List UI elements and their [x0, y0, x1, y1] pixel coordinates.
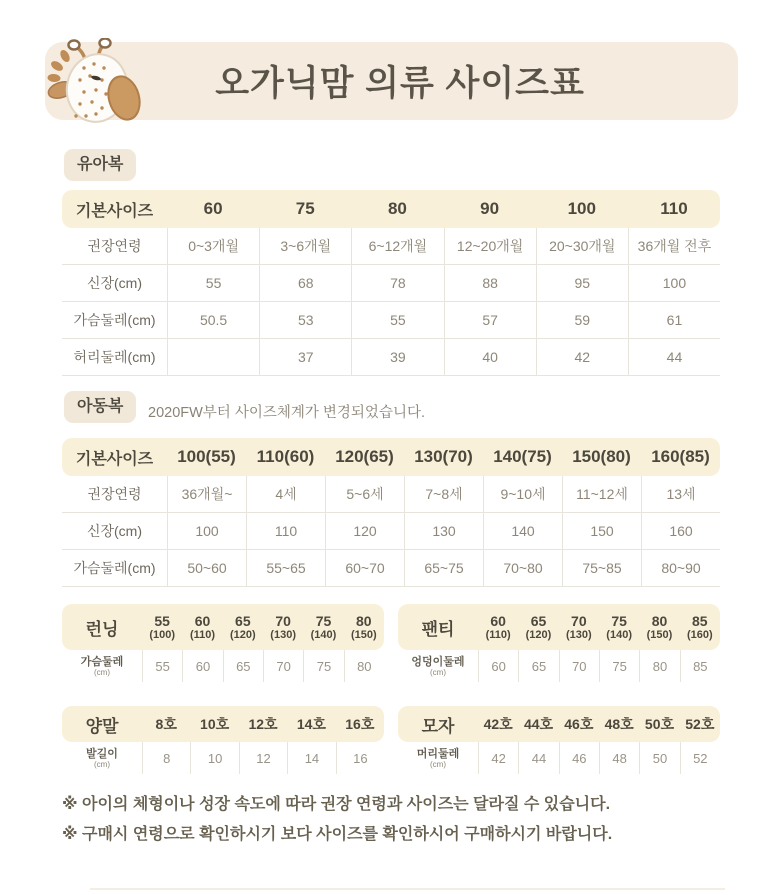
table-row	[62, 302, 720, 339]
header-cell: 60	[203, 199, 223, 218]
header-cell	[559, 614, 599, 641]
table-cell: 65	[518, 650, 558, 682]
header-cell	[182, 614, 222, 641]
row-label: 가슴둘레(cm)	[73, 312, 156, 328]
header-cell: 14호	[296, 716, 326, 732]
table-cell: 130	[404, 513, 483, 549]
table-cell: 20~30개월	[536, 228, 628, 264]
table-cell: 75~85	[562, 550, 641, 586]
table-row	[62, 650, 384, 682]
table-cell: 12~20개월	[444, 228, 536, 264]
size-ref: (110)	[485, 628, 511, 641]
header-cell	[639, 614, 679, 641]
table-row	[62, 742, 384, 774]
table-cell: 70	[263, 650, 303, 682]
table-row	[62, 513, 720, 550]
row-label	[62, 650, 142, 682]
table-cell: 68	[259, 265, 351, 301]
table-cell: 16	[336, 742, 384, 774]
header-cell: 8호	[155, 716, 177, 732]
table-cell: 36개월 전후	[628, 228, 720, 264]
header-cell: 기본사이즈	[75, 450, 154, 468]
row-label-text: 머리둘레	[416, 747, 460, 760]
header-cell	[680, 614, 720, 641]
table-header-row	[398, 706, 720, 742]
child-size-note: 2020FW부터 사이즈체계가 변경되었습니다.	[148, 405, 425, 421]
header-cell: 100	[567, 199, 596, 218]
table-cell: 14	[287, 742, 335, 774]
table-cell: 42	[478, 742, 518, 774]
section-badge-child: 아동복	[64, 391, 136, 423]
child-size-table	[62, 438, 720, 587]
table-cell: 7~8세	[404, 476, 483, 512]
table-row	[62, 550, 720, 587]
table-cell: 11~12세	[562, 476, 641, 512]
table-cell: 60~70	[325, 550, 404, 586]
table-cell: 120	[325, 513, 404, 549]
header-cell: 75	[295, 199, 315, 218]
page-title: 오가닉맘 의류 사이즈표	[215, 64, 585, 103]
row-label-unit: (cm)	[94, 759, 110, 769]
table-header-row	[62, 190, 720, 228]
size-ref: (150)	[646, 628, 673, 641]
table-cell: 55	[142, 650, 182, 682]
size-value: 80	[356, 612, 372, 629]
header-cell: 50호	[644, 716, 675, 732]
table-header-row	[62, 604, 384, 650]
section-badge-infant: 유아복	[64, 149, 136, 181]
table-cell: 160	[641, 513, 720, 549]
size-ref: (100)	[149, 628, 175, 641]
row-label: 신장(cm)	[86, 275, 143, 291]
row-label: 권장연령	[87, 486, 142, 502]
table-row	[62, 339, 720, 376]
table-cell: 36개월~	[167, 476, 246, 512]
size-ref: (150)	[350, 628, 377, 641]
table-cell: 150	[562, 513, 641, 549]
table-cell: 40	[444, 339, 536, 375]
table-cell: 110	[246, 513, 325, 549]
table-cell: 80~90	[641, 550, 720, 586]
table-cell: 70~80	[483, 550, 562, 586]
header-cell: 런닝	[85, 619, 119, 639]
row-label: 신장(cm)	[86, 523, 143, 539]
header-cell: 16호	[345, 716, 375, 732]
table-row	[62, 476, 720, 513]
table-cell: 42	[536, 339, 628, 375]
header-cell	[142, 614, 182, 641]
row-label-unit: (cm)	[430, 667, 446, 677]
table-row	[398, 742, 720, 774]
table-header-row	[398, 604, 720, 650]
header-cell: 110(60)	[256, 447, 315, 466]
header-cell: 90	[480, 199, 500, 218]
size-ref: (140)	[606, 628, 632, 641]
table-cell: 78	[351, 265, 443, 301]
size-value: 70	[275, 612, 291, 629]
section-divider	[90, 888, 725, 890]
table-cell: 100	[167, 513, 246, 549]
table-cell: 59	[536, 302, 628, 338]
size-value: 85	[692, 612, 708, 629]
table-cell: 57	[444, 302, 536, 338]
table-cell: 50	[639, 742, 679, 774]
table-cell: 55	[351, 302, 443, 338]
table-cell: 44	[628, 339, 720, 375]
table-cell: 140	[483, 513, 562, 549]
header-cell: 기본사이즈	[75, 202, 154, 220]
row-label: 허리둘레(cm)	[73, 349, 156, 365]
table-cell: 65	[223, 650, 263, 682]
size-ref: (110)	[189, 628, 216, 641]
footnote: ※ 아이의 체형이나 성장 속도에 따라 권장 연령과 사이즈는 달라질 수 있습니다.	[62, 796, 611, 813]
table-cell: 9~10세	[483, 476, 562, 512]
table-cell: 60	[182, 650, 222, 682]
table-cell: 0~3개월	[167, 228, 259, 264]
header-cell	[518, 614, 558, 641]
table-cell: 100	[628, 265, 720, 301]
header-cell: 150(80)	[572, 447, 631, 466]
header-cell	[599, 614, 639, 641]
socks-size-table	[62, 706, 384, 774]
size-value: 60	[490, 612, 506, 629]
table-cell: 88	[444, 265, 536, 301]
table-row	[62, 265, 720, 302]
header-cell: 52호	[685, 716, 715, 732]
row-label: 권장연령	[87, 238, 142, 254]
table-cell: 50.5	[167, 302, 259, 338]
header-cell	[303, 614, 343, 641]
table-cell: 60	[478, 650, 518, 682]
header-cell: 110	[660, 199, 688, 218]
table-cell: 13세	[641, 476, 720, 512]
size-ref: (120)	[525, 628, 552, 641]
row-label	[62, 742, 142, 774]
table-cell: 53	[259, 302, 351, 338]
table-cell: 6~12개월	[351, 228, 443, 264]
size-ref: (130)	[565, 628, 592, 641]
header-cell: 46호	[564, 716, 594, 732]
size-value: 65	[530, 612, 547, 629]
table-cell: 50~60	[167, 550, 246, 586]
row-label-unit: (cm)	[430, 759, 446, 769]
table-cell: 48	[599, 742, 639, 774]
hat-size-table	[398, 706, 720, 774]
table-cell: 39	[351, 339, 443, 375]
size-value: 75	[315, 612, 332, 629]
table-cell	[167, 339, 259, 375]
table-cell: 85	[680, 650, 720, 682]
header-cell: 12호	[248, 716, 278, 732]
table-header-row	[62, 438, 720, 476]
table-header-row	[62, 706, 384, 742]
size-value: 70	[571, 612, 587, 629]
header-cell: 48호	[604, 716, 634, 732]
header-cell: 80	[387, 199, 407, 218]
header-cell	[344, 614, 384, 641]
footnote: ※ 구매시 연령으로 확인하시기 보다 사이즈를 확인하시어 구매하시기 바랍니다.	[62, 826, 613, 843]
size-ref: (130)	[270, 628, 296, 641]
row-label-text: 엉덩이둘레	[411, 655, 465, 668]
header-cell	[223, 614, 263, 641]
table-cell: 12	[239, 742, 287, 774]
table-cell: 80	[639, 650, 679, 682]
size-value: 65	[235, 612, 251, 629]
table-cell: 3~6개월	[259, 228, 351, 264]
table-cell: 5~6세	[325, 476, 404, 512]
header-cell: 10호	[200, 716, 230, 732]
table-cell: 37	[259, 339, 351, 375]
table-row	[62, 228, 720, 265]
table-cell: 70	[559, 650, 599, 682]
table-cell: 4세	[246, 476, 325, 512]
table-cell: 46	[559, 742, 599, 774]
row-label	[398, 742, 478, 774]
header-cell: 양말	[85, 716, 119, 736]
running-size-table	[62, 604, 384, 682]
table-cell: 65~75	[404, 550, 483, 586]
row-label	[398, 650, 478, 682]
row-label-unit: (cm)	[94, 667, 110, 677]
size-ref: (160)	[686, 628, 713, 641]
panty-size-table	[398, 604, 720, 682]
header-cell: 44호	[523, 716, 554, 732]
header-cell: 140(75)	[493, 447, 552, 466]
header-cell	[263, 614, 303, 641]
size-value: 80	[651, 612, 668, 629]
table-row	[398, 650, 720, 682]
header-cell: 팬티	[421, 619, 455, 639]
row-label-text: 가슴둘레	[80, 655, 124, 668]
size-value: 75	[611, 612, 627, 629]
size-value: 60	[194, 612, 211, 629]
header-cell: 100(55)	[177, 447, 236, 466]
row-label: 가슴둘레(cm)	[73, 560, 156, 576]
header-cell	[478, 614, 518, 641]
table-cell: 75	[303, 650, 343, 682]
table-cell: 75	[599, 650, 639, 682]
header-cell: 42호	[483, 716, 513, 732]
size-ref: (140)	[310, 628, 337, 641]
table-cell: 52	[680, 742, 720, 774]
size-ref: (120)	[229, 628, 256, 641]
table-cell: 10	[190, 742, 238, 774]
table-cell: 80	[344, 650, 384, 682]
size-value: 55	[154, 612, 170, 629]
header-cell: 160(85)	[651, 447, 710, 466]
infant-size-table	[62, 190, 720, 376]
row-label-text: 발길이	[86, 747, 118, 760]
table-cell: 44	[518, 742, 558, 774]
table-cell: 8	[142, 742, 190, 774]
header-cell: 120(65)	[335, 447, 394, 466]
table-cell: 55~65	[246, 550, 325, 586]
header-cell: 모자	[421, 716, 455, 736]
table-cell: 55	[167, 265, 259, 301]
header-cell: 130(70)	[414, 447, 473, 466]
table-cell: 95	[536, 265, 628, 301]
table-cell: 61	[628, 302, 720, 338]
